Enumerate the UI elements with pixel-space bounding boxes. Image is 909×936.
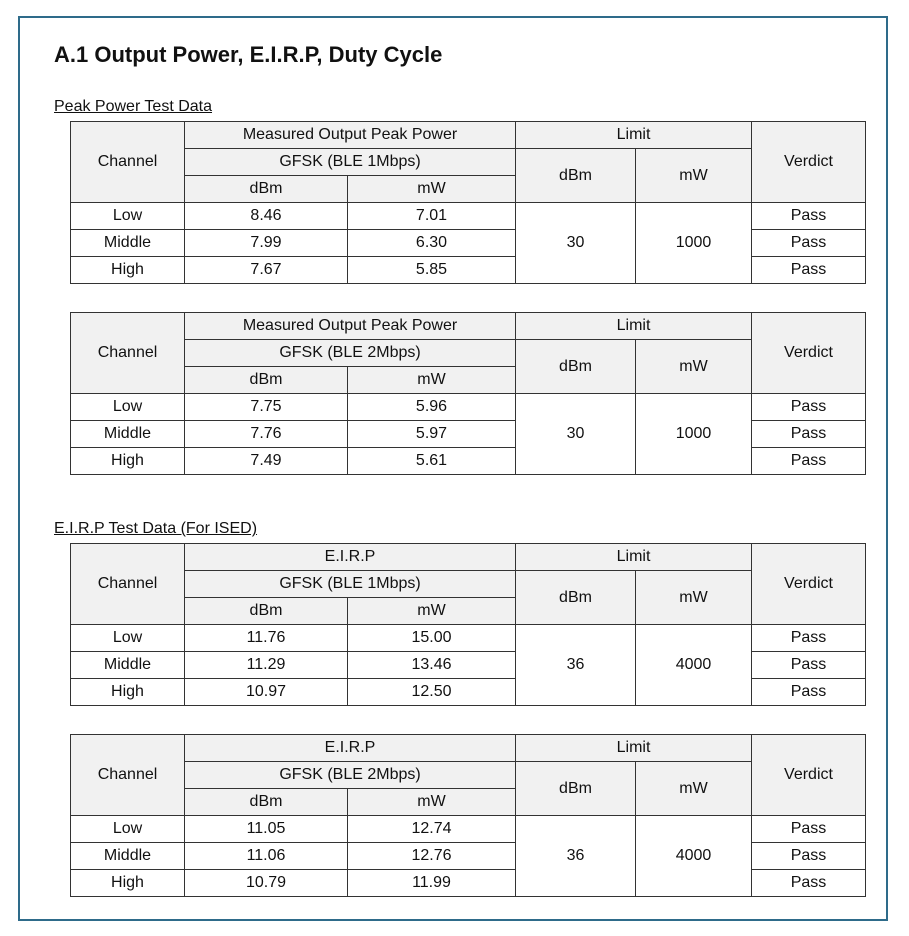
channel-header: Channel (71, 122, 185, 203)
verdict-cell: Pass (752, 679, 866, 706)
channel-header: Channel (71, 544, 185, 625)
eirp-table-2m (70, 734, 866, 897)
verdict-cell: Pass (752, 652, 866, 679)
table-row (71, 625, 866, 652)
mw-cell: 5.97 (348, 421, 516, 448)
channel-cell: High (71, 257, 185, 284)
dbm-cell: 7.76 (185, 421, 348, 448)
mw-header: mW (348, 367, 516, 394)
verdict-header: Verdict (752, 313, 866, 394)
verdict-cell: Pass (752, 230, 866, 257)
mw-cell: 5.85 (348, 257, 516, 284)
mw-cell: 5.96 (348, 394, 516, 421)
mw-cell: 13.46 (348, 652, 516, 679)
dbm-cell: 7.75 (185, 394, 348, 421)
limit-mw-cell: 4000 (636, 625, 752, 706)
channel-cell: Low (71, 816, 185, 843)
group-header: Measured Output Peak Power (185, 313, 516, 340)
mode-header: GFSK (BLE 2Mbps) (185, 340, 516, 367)
channel-cell: Low (71, 625, 185, 652)
mw-cell: 12.50 (348, 679, 516, 706)
verdict-cell: Pass (752, 816, 866, 843)
limit-dbm-header: dBm (516, 340, 636, 394)
channel-cell: Middle (71, 843, 185, 870)
limit-mw-header: mW (636, 762, 752, 816)
dbm-cell: 10.97 (185, 679, 348, 706)
channel-cell: Low (71, 394, 185, 421)
channel-header: Channel (71, 735, 185, 816)
limit-header: Limit (516, 544, 752, 571)
table-row (71, 394, 866, 421)
table-row (71, 203, 866, 230)
limit-dbm-header: dBm (516, 149, 636, 203)
verdict-cell: Pass (752, 203, 866, 230)
peak-power-table-1m (70, 121, 866, 284)
dbm-cell: 7.67 (185, 257, 348, 284)
section-label-peak-power: Peak Power Test Data (54, 98, 213, 115)
section-label-eirp: E.I.R.P Test Data (For ISED) (54, 520, 258, 537)
mw-header: mW (348, 789, 516, 816)
table-row (71, 816, 866, 843)
limit-dbm-header: dBm (516, 571, 636, 625)
mw-cell: 12.74 (348, 816, 516, 843)
dbm-header: dBm (185, 367, 348, 394)
dbm-header: dBm (185, 789, 348, 816)
group-header: Measured Output Peak Power (185, 122, 516, 149)
verdict-header: Verdict (752, 544, 866, 625)
verdict-cell: Pass (752, 394, 866, 421)
page-title: A.1 Output Power, E.I.R.P, Duty Cycle (54, 42, 443, 67)
channel-cell: Middle (71, 230, 185, 257)
limit-header: Limit (516, 122, 752, 149)
mw-cell: 11.99 (348, 870, 516, 897)
verdict-cell: Pass (752, 625, 866, 652)
dbm-header: dBm (185, 176, 348, 203)
channel-cell: High (71, 448, 185, 475)
limit-mw-header: mW (636, 149, 752, 203)
limit-mw-cell: 1000 (636, 203, 752, 284)
mw-cell: 5.61 (348, 448, 516, 475)
channel-cell: Middle (71, 421, 185, 448)
group-header: E.I.R.P (185, 735, 516, 762)
limit-header: Limit (516, 735, 752, 762)
dbm-cell: 7.49 (185, 448, 348, 475)
verdict-cell: Pass (752, 257, 866, 284)
mw-header: mW (348, 176, 516, 203)
group-header: E.I.R.P (185, 544, 516, 571)
limit-dbm-cell: 36 (516, 816, 636, 897)
eirp-table-1m (70, 543, 866, 706)
peak-power-table-2m (70, 312, 866, 475)
limit-header: Limit (516, 313, 752, 340)
mode-header: GFSK (BLE 2Mbps) (185, 762, 516, 789)
verdict-header: Verdict (752, 735, 866, 816)
dbm-cell: 11.29 (185, 652, 348, 679)
mw-cell: 15.00 (348, 625, 516, 652)
limit-mw-cell: 4000 (636, 816, 752, 897)
channel-cell: Middle (71, 652, 185, 679)
dbm-cell: 8.46 (185, 203, 348, 230)
limit-mw-header: mW (636, 340, 752, 394)
limit-dbm-cell: 30 (516, 203, 636, 284)
mw-header: mW (348, 598, 516, 625)
channel-cell: High (71, 870, 185, 897)
mw-cell: 12.76 (348, 843, 516, 870)
limit-dbm-header: dBm (516, 762, 636, 816)
verdict-cell: Pass (752, 421, 866, 448)
limit-dbm-cell: 36 (516, 625, 636, 706)
verdict-header: Verdict (752, 122, 866, 203)
mw-cell: 6.30 (348, 230, 516, 257)
mw-cell: 7.01 (348, 203, 516, 230)
limit-mw-cell: 1000 (636, 394, 752, 475)
dbm-cell: 11.76 (185, 625, 348, 652)
dbm-cell: 7.99 (185, 230, 348, 257)
limit-dbm-cell: 30 (516, 394, 636, 475)
dbm-header: dBm (185, 598, 348, 625)
verdict-cell: Pass (752, 870, 866, 897)
channel-cell: High (71, 679, 185, 706)
dbm-cell: 11.06 (185, 843, 348, 870)
dbm-cell: 11.05 (185, 816, 348, 843)
channel-header: Channel (71, 313, 185, 394)
verdict-cell: Pass (752, 843, 866, 870)
mode-header: GFSK (BLE 1Mbps) (185, 149, 516, 176)
channel-cell: Low (71, 203, 185, 230)
verdict-cell: Pass (752, 448, 866, 475)
limit-mw-header: mW (636, 571, 752, 625)
mode-header: GFSK (BLE 1Mbps) (185, 571, 516, 598)
dbm-cell: 10.79 (185, 870, 348, 897)
